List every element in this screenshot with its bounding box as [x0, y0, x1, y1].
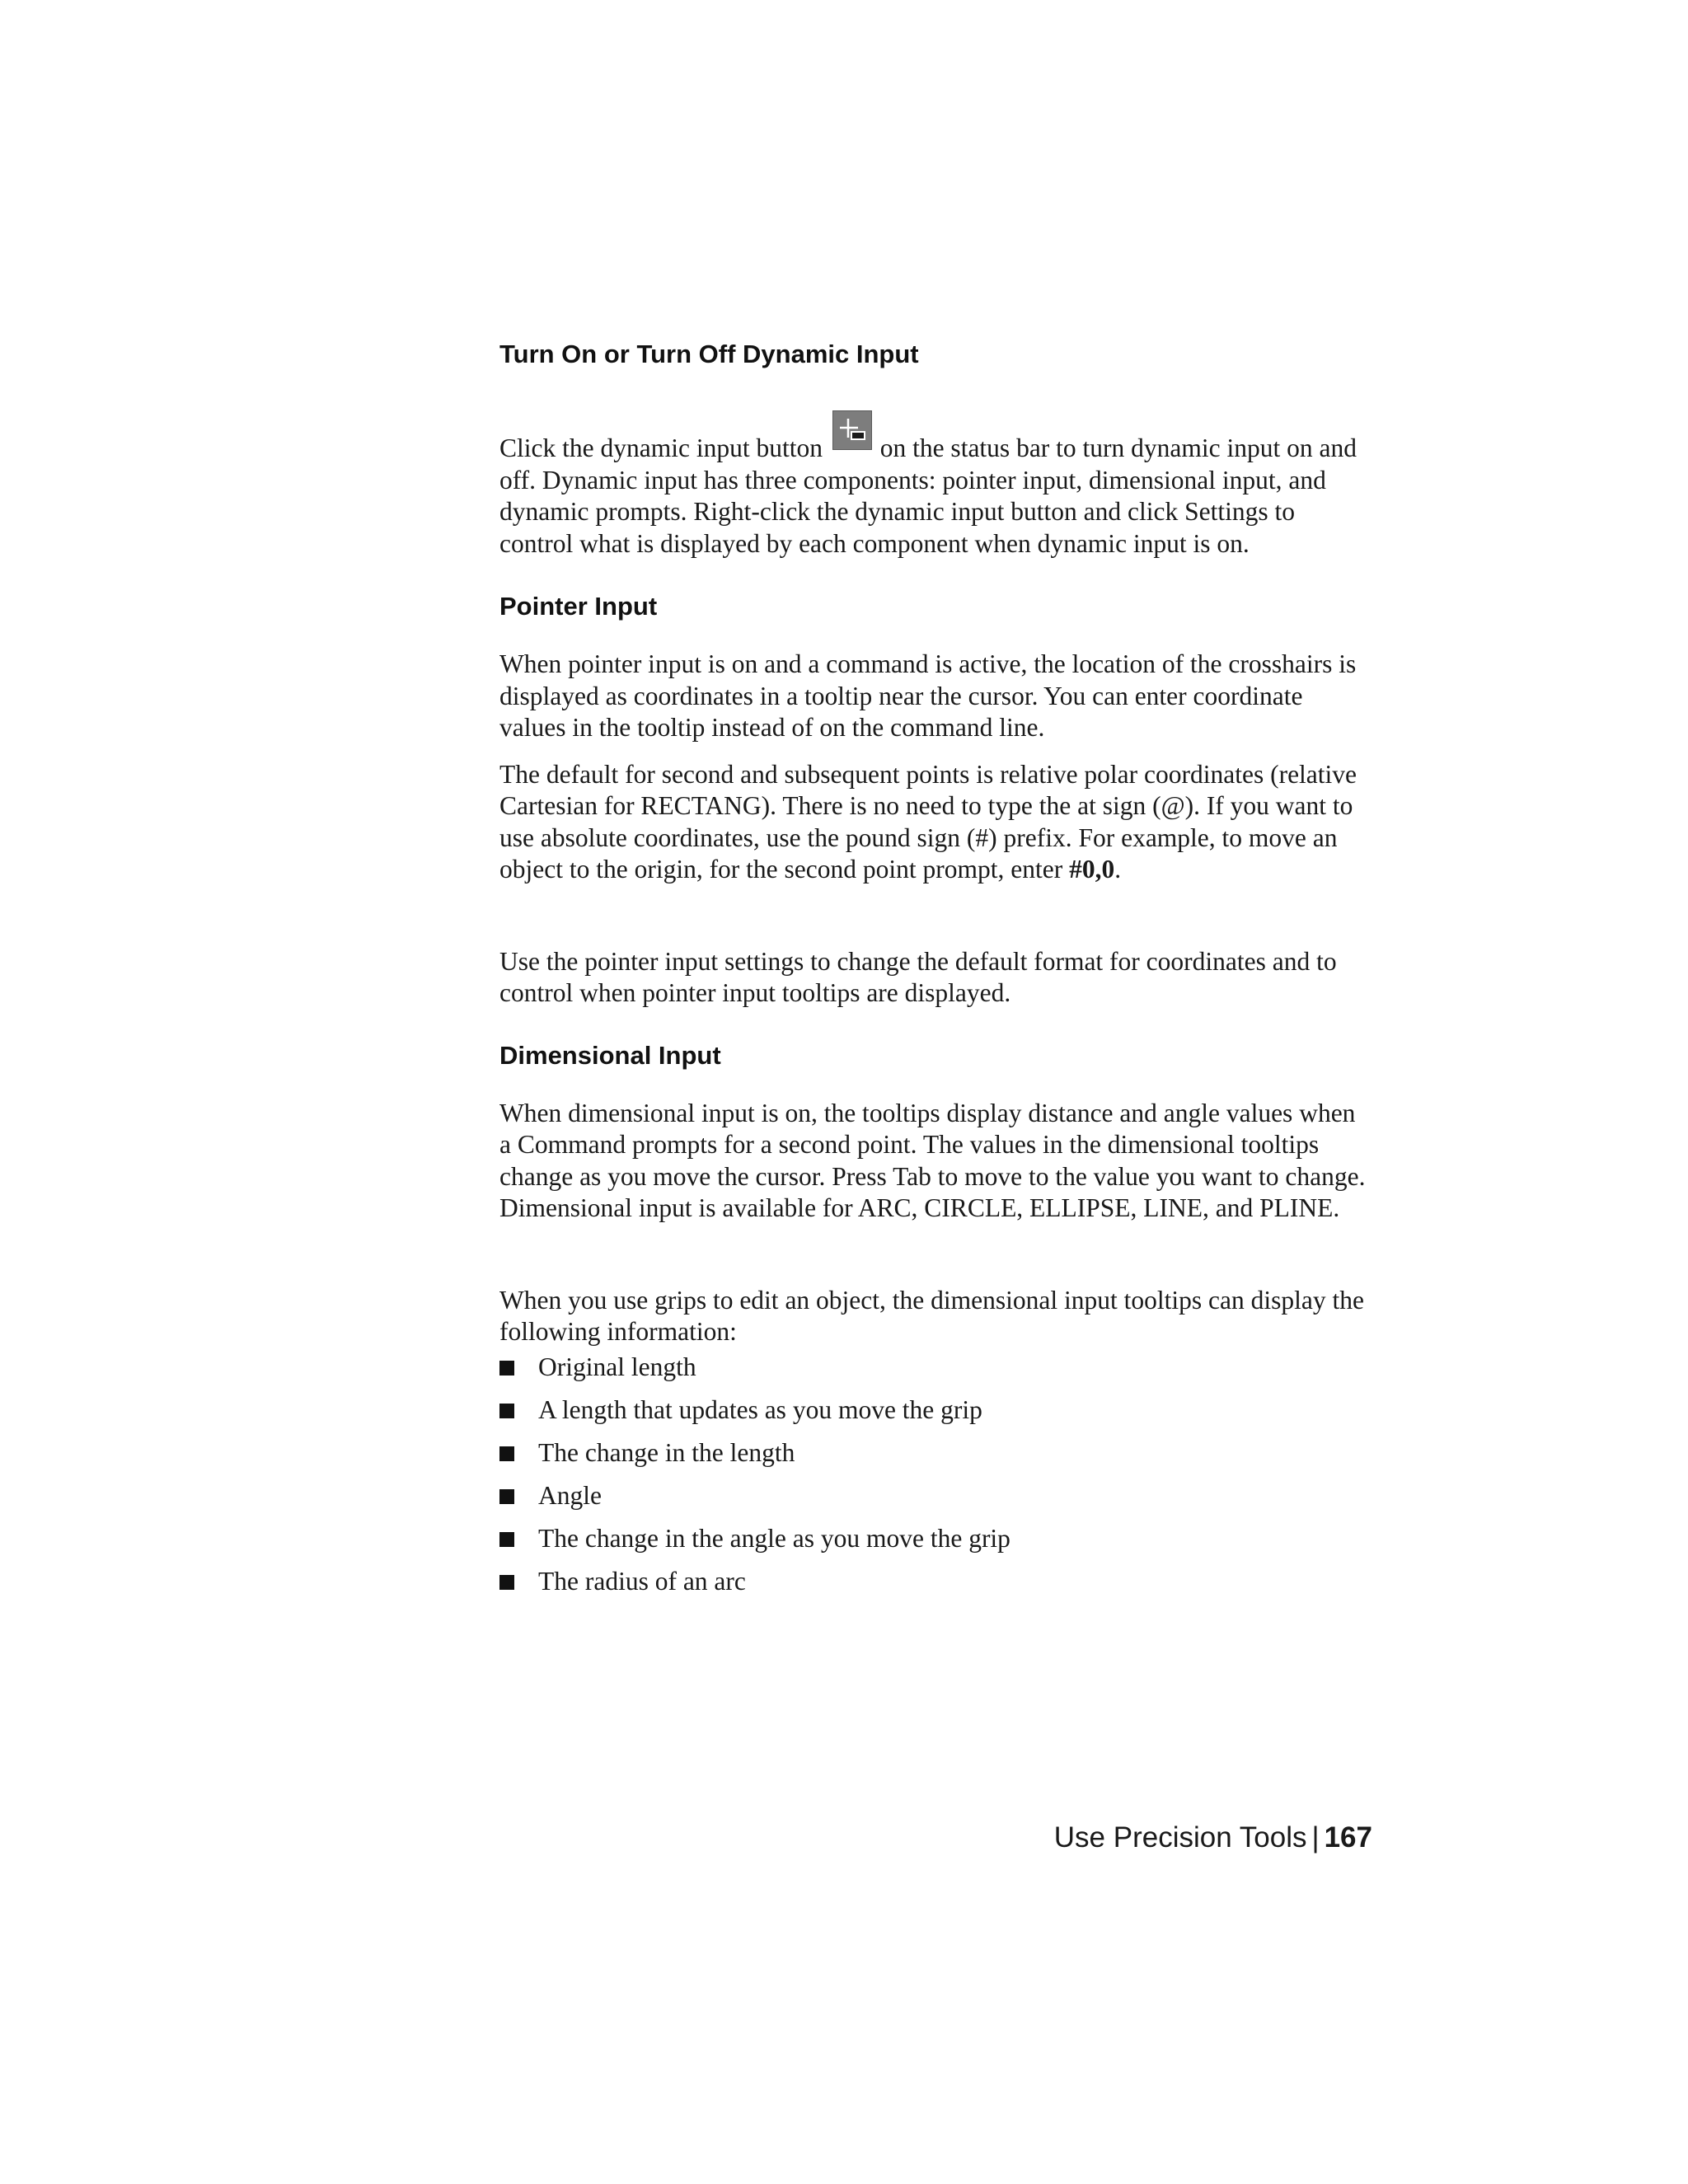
list-item-text: Original length [538, 1352, 696, 1381]
list-item-text: The change in the angle as you move the grip [538, 1523, 1010, 1553]
bullet-square [499, 1575, 514, 1590]
paragraph-turn-on-off-rest: on the status bar to turn dynamic input on and off. Dynamic input has three components: pointer input, dimensional input, and dynamic prompts. Right-click the dynamic input button and click Settings to control what is displayed by each component when dynamic input is on. [499, 434, 1357, 558]
list-item-text: Angle [538, 1480, 602, 1510]
paragraph-turn-on-off [499, 410, 1373, 560]
paragraph-pointer-input-2-end: . [1114, 855, 1122, 883]
paragraph-pointer-input-2 [499, 759, 1373, 886]
bullet-square [499, 1489, 514, 1504]
paragraph-dimensional-input-2: When you use grips to edit an object, the dimensional input tooltips can display the following information: [499, 1285, 1364, 1346]
heading-turn-on-off: Turn On or Turn Off Dynamic Input [499, 340, 919, 368]
bullet-square [499, 1446, 514, 1461]
list-item-text: The radius of an arc [538, 1566, 746, 1596]
bullet-square [499, 1532, 514, 1547]
paragraph-dimensional-input-1: When dimensional input is on, the tooltips display distance and angle values when a Command prompts for a second point. The values in the dimensional tooltips change as you move the cursor. Press Tab to move to the value you want to change. Dimensional input is available for ARC, CIRCLE, ELLIPSE, LINE, and PLINE. [499, 1098, 1366, 1222]
paragraph-pointer-input-1: When pointer input is on and a command is active, the location of the crosshairs is displayed as coordinates in a tooltip near the cursor. You can enter coordinate values in the tooltip instead of on the command line. [499, 649, 1357, 742]
list-item [499, 1480, 1373, 1511]
list-item-text: A length that updates as you move the grip [538, 1394, 982, 1424]
paragraph-pointer-input-2-bold: #0,0 [1069, 855, 1115, 883]
footer-chapter-title: Use Precision Tools [1053, 1821, 1307, 1854]
paragraph-pointer-input-3: Use the pointer input settings to change the default format for coordinates and to control when pointer input tooltips are displayed. [499, 946, 1337, 1007]
grip-info-list [499, 1352, 1373, 1597]
footer-separator: | [1311, 1821, 1320, 1854]
list-item [499, 1394, 1373, 1426]
dynamic-input-icon [832, 410, 872, 450]
page-number: 167 [1324, 1821, 1372, 1854]
list-item [499, 1352, 1373, 1383]
list-item [499, 1566, 1373, 1597]
list-item-text: The change in the length [538, 1437, 795, 1467]
paragraph-turn-on-off-start: Click the dynamic input button [499, 434, 823, 462]
heading-pointer-input: Pointer Input [499, 592, 658, 621]
heading-dimensional-input: Dimensional Input [499, 1040, 721, 1070]
paragraph-pointer-input-2-text: The default for second and subsequent points is relative polar coordinates (relative Cartesian for RECTANG). There is no need to type the at sign (@). If you want to use absolute coordinates, use the pound sign (#) prefix. For example, to move an object to the origin, for the second point prompt, enter [499, 759, 1357, 883]
list-item [499, 1437, 1373, 1469]
bullet-square [499, 1361, 514, 1376]
bullet-square [499, 1404, 514, 1418]
list-item [499, 1523, 1373, 1554]
page-content [499, 338, 1373, 1609]
page-footer [1054, 1821, 1372, 1854]
